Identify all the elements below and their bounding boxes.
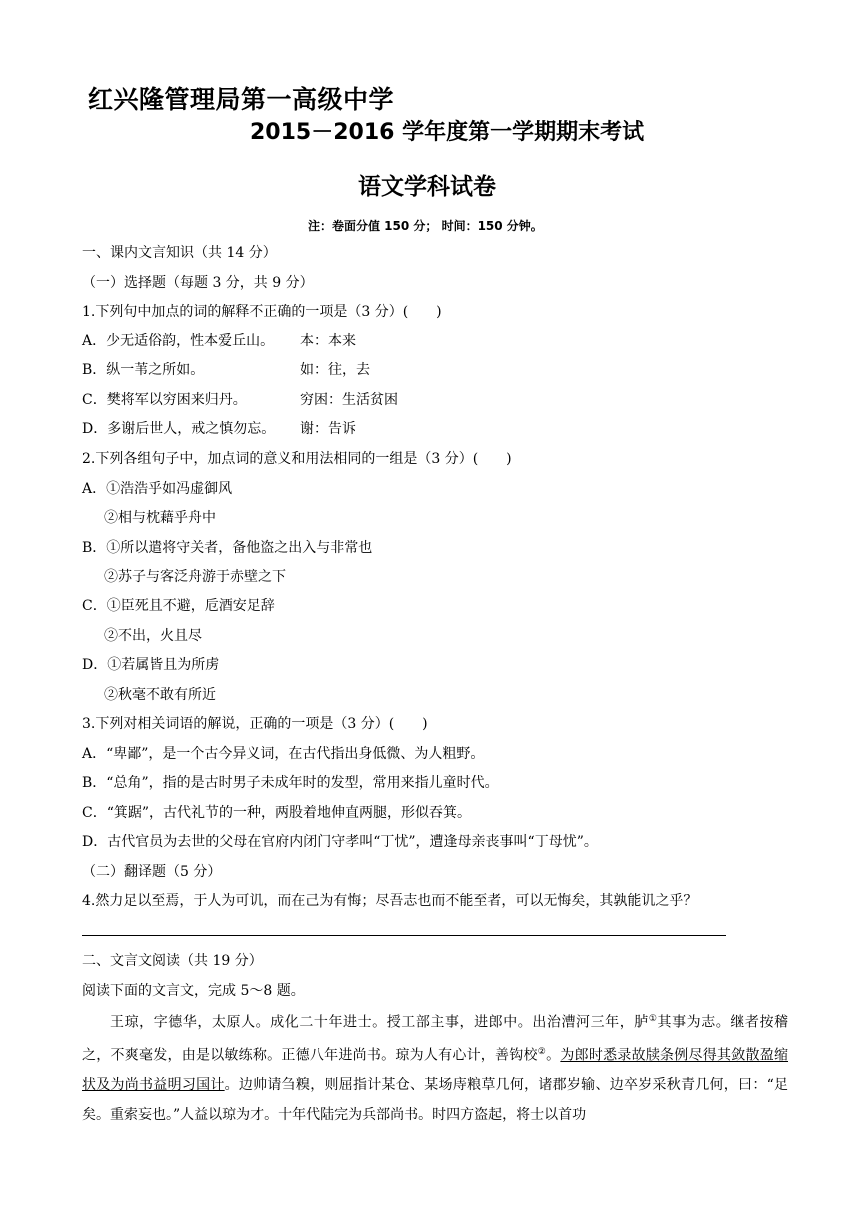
q2-line: ②不出，火且尽 [104, 628, 202, 644]
q3-stem: 3.下列对相关词语的解说，正确的一项是（3 分）( ) [82, 716, 428, 732]
footnote-marker: ① [648, 1014, 658, 1024]
q2-line: ②秋毫不敢有所近 [104, 687, 216, 703]
q4-text: 4.然力足以至焉，于人为可讥，而在己为有悔；尽吾志也而不能至者，可以无悔矣，其孰能讥之乎？ [82, 893, 698, 909]
q2-line: C．①臣死且不避，卮酒安足辞 [82, 598, 275, 614]
passage-paragraph [82, 1005, 788, 1130]
passage-text: 其事为志。继者按稽之，不爽毫发，由是以敏练称。正德八年进尚书。琼为人有心计，善钩校 [82, 1014, 789, 1064]
passage-text: 王琼，字德华，太原人。成化二十年进士。授工部主事，进郎中。出治漕河三年，胪 [110, 1014, 649, 1031]
q1-option-a: A．少无适俗韵，性本爱丘山。 [82, 333, 275, 349]
q1-option-a-def: 本：本来 [300, 333, 356, 349]
q3-option-a: A．“卑鄙”，是一个古今异义词，在古代指出身低微、为人粗野。 [82, 746, 485, 762]
q1-option-d: D．多谢后世人，戒之慎勿忘。 [82, 421, 276, 437]
q2-line: ②相与枕藉乎舟中 [104, 510, 216, 526]
section1-title: 一、课内文言知识（共 14 分） [82, 245, 277, 261]
q3-option-b: B．“总角”，指的是古时男子未成年时的发型，常用来指儿童时代。 [82, 775, 499, 791]
subject-title: 语文学科试卷 [358, 174, 496, 200]
school-name: 红兴隆管理局第一高级中学 [88, 85, 395, 114]
q1-option-d-def: 谢：告诉 [300, 421, 356, 437]
q1-option-b-def: 如：往，去 [300, 362, 370, 378]
passage-text: 。边帅请刍糗，则屈指计某仓、某场庤粮草几何，诸郡岁输、边卒岁采秋青几何，曰：“足矣。重索妄也。”人益以琼为才。十年代陆完为兵部尚书。时四方盗起，将士以首功 [82, 1077, 789, 1123]
q2-line: A．①浩浩乎如冯虚御风 [82, 481, 233, 497]
section2-instruction: 阅读下面的文言文，完成 5～8 题。 [82, 983, 305, 999]
q3-option-c: C．“箕踞”，古代礼节的一种，两股着地伸直两腿，形似吞箕。 [82, 805, 472, 821]
q1-option-c-def: 穷困：生活贫困 [300, 392, 398, 408]
q3-option-d: D．古代官员为去世的父母在官府内闭门守孝叫“丁忧”，遭逢母亲丧事叫“丁母忧”。 [82, 834, 598, 850]
passage-text: 。 [546, 1047, 561, 1064]
q1-stem: 1.下列句中加点的词的解释不正确的一项是（3 分）( ) [82, 304, 442, 320]
exam-title: 2015－2016 学年度第一学期期末考试 [250, 120, 645, 145]
underlined-sentence: 为郎时悉录故牍条例尽得其敛散盈缩状及为尚书益明习国计 [82, 1047, 789, 1094]
q2-stem: 2.下列各组句子中，加点词的意义和用法相同的一组是（3 分）( ) [82, 451, 512, 467]
footnote-marker: ② [537, 1047, 547, 1058]
q1-option-b: B．纵一苇之所如。 [82, 362, 205, 378]
part1-title: （一）选择题（每题 3 分，共 9 分） [82, 275, 314, 291]
exam-note: 注：卷面分值 150 分； 时间：150 分钟。 [308, 219, 543, 233]
q2-line: B．①所以遣将守关者，备他盗之出入与非常也 [82, 540, 373, 556]
answer-line [82, 935, 726, 936]
section2-title: 二、文言文阅读（共 19 分） [82, 953, 263, 969]
part2-title: （二）翻译题（5 分） [82, 864, 222, 880]
q2-line: D．①若属皆且为所虏 [82, 657, 220, 673]
q2-line: ②苏子与客泛舟游于赤壁之下 [104, 569, 286, 585]
q1-option-c: C．樊将军以穷困来归丹。 [82, 392, 247, 408]
